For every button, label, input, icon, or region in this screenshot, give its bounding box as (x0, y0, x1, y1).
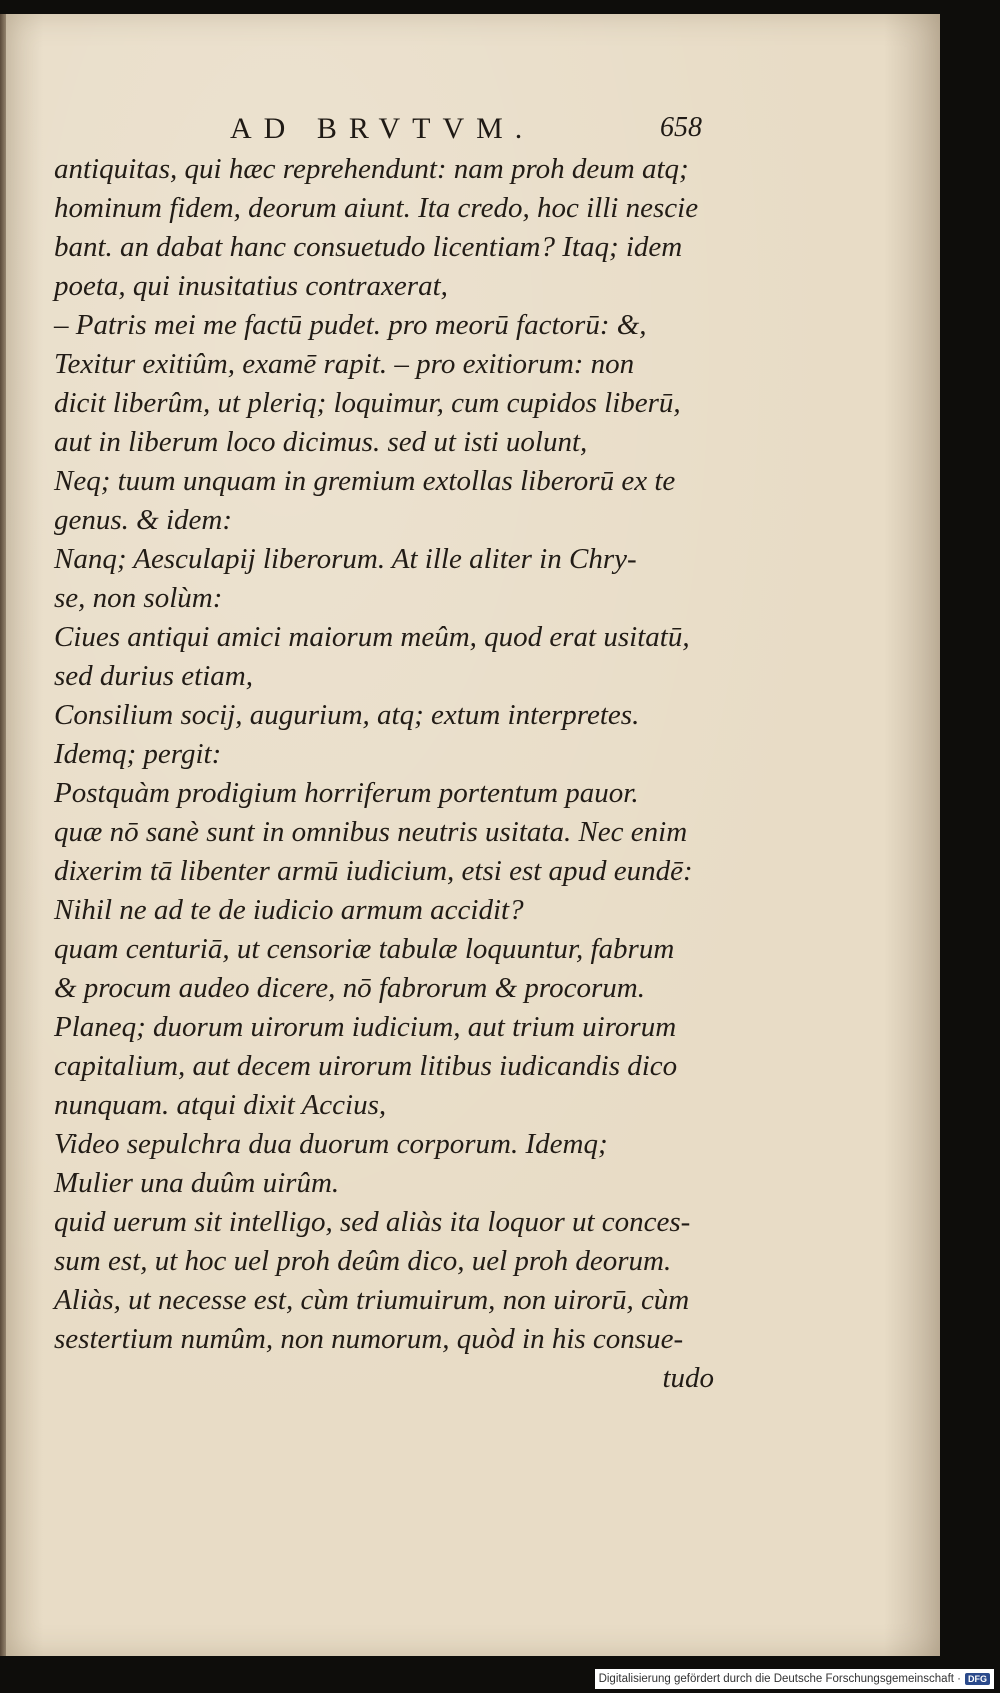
dfg-logo-icon: DFG (965, 1673, 990, 1685)
text-line: Aliàs, ut necesse est, cùm triumuirum, non uirorū, cùm (54, 1284, 690, 1316)
text-line: capitalium, aut decem uirorum litibus iudicandis dico (54, 1050, 678, 1082)
text-line: dicit liberûm, ut pleriq; loquimur, cum cupidos liberū, (54, 387, 681, 419)
text-line: sestertium numûm, non numorum, quòd in his consue- (54, 1323, 684, 1355)
text-line: poeta, qui inusitatius contraxerat, (54, 270, 448, 302)
text-line: hominum fidem, deorum aiunt. Ita credo, hoc illi nescie (54, 192, 699, 224)
text-line: Texitur exitiûm, examē rapit. – pro exitiorum: non (54, 348, 635, 380)
page-number: 658 (660, 112, 702, 143)
digitization-credit (595, 1669, 994, 1689)
text-line: Postquàm prodigium horriferum portentum pauor. (54, 777, 639, 809)
text-line: sed durius etiam, (54, 660, 253, 692)
text-line: Neq; tuum unquam in gremium extollas liberorū ex te (54, 465, 676, 497)
text-line: & procum audeo dicere, nō fabrorum & procorum. (54, 972, 645, 1004)
text-line: antiquitas, qui hæc reprehendunt: nam proh deum atq; (54, 153, 689, 185)
catchword: tudo (662, 1362, 714, 1394)
text-line: Consilium socij, augurium, atq; extum interpretes. (54, 699, 640, 731)
text-line: genus. & idem: (54, 504, 232, 536)
text-line: – Patris mei me factū pudet. pro meorū factorū: &, (54, 309, 647, 341)
text-line: Idemq; pergit: (54, 738, 222, 770)
text-line: bant. an dabat hanc consuetudo licentiam? Itaq; idem (54, 231, 683, 263)
text-line: Video sepulchra dua duorum corporum. Idemq; (54, 1128, 608, 1160)
text-line: dixerim tā libenter armū iudicium, etsi est apud eundē: (54, 855, 693, 887)
text-line: nunquam. atqui dixit Accius, (54, 1089, 387, 1121)
text-line: Ciues antiqui amici maiorum meûm, quod erat usitatū, (54, 621, 690, 653)
text-line: Mulier una duûm uirûm. (54, 1167, 340, 1199)
text-line: Nihil ne ad te de iudicio armum accidit? (54, 894, 524, 926)
text-line: quid uerum sit intelligo, sed aliàs ita loquor ut conces- (54, 1206, 691, 1238)
text-line: quam centuriā, ut censoriæ tabulæ loquuntur, fabrum (54, 933, 675, 965)
running-head: AD BRVTVM. (230, 112, 535, 145)
text-line: se, non solùm: (54, 582, 223, 614)
body-text (54, 150, 714, 1398)
text-line: sum est, ut hoc uel proh deûm dico, uel proh deorum. (54, 1245, 672, 1277)
text-line: aut in liberum loco dicimus. sed ut isti uolunt, (54, 426, 588, 458)
text-line: quæ nō sanè sunt in omnibus neutris usitata. Nec enim (54, 816, 688, 848)
text-line: Planeq; duorum uirorum iudicium, aut trium uirorum (54, 1011, 677, 1043)
text-line: Nanq; Aesculapij liberorum. At ille aliter in Chry- (54, 543, 637, 575)
credit-text: Digitalisierung gefördert durch die Deutsche Forschungsgemeinschaft · (598, 1673, 961, 1685)
